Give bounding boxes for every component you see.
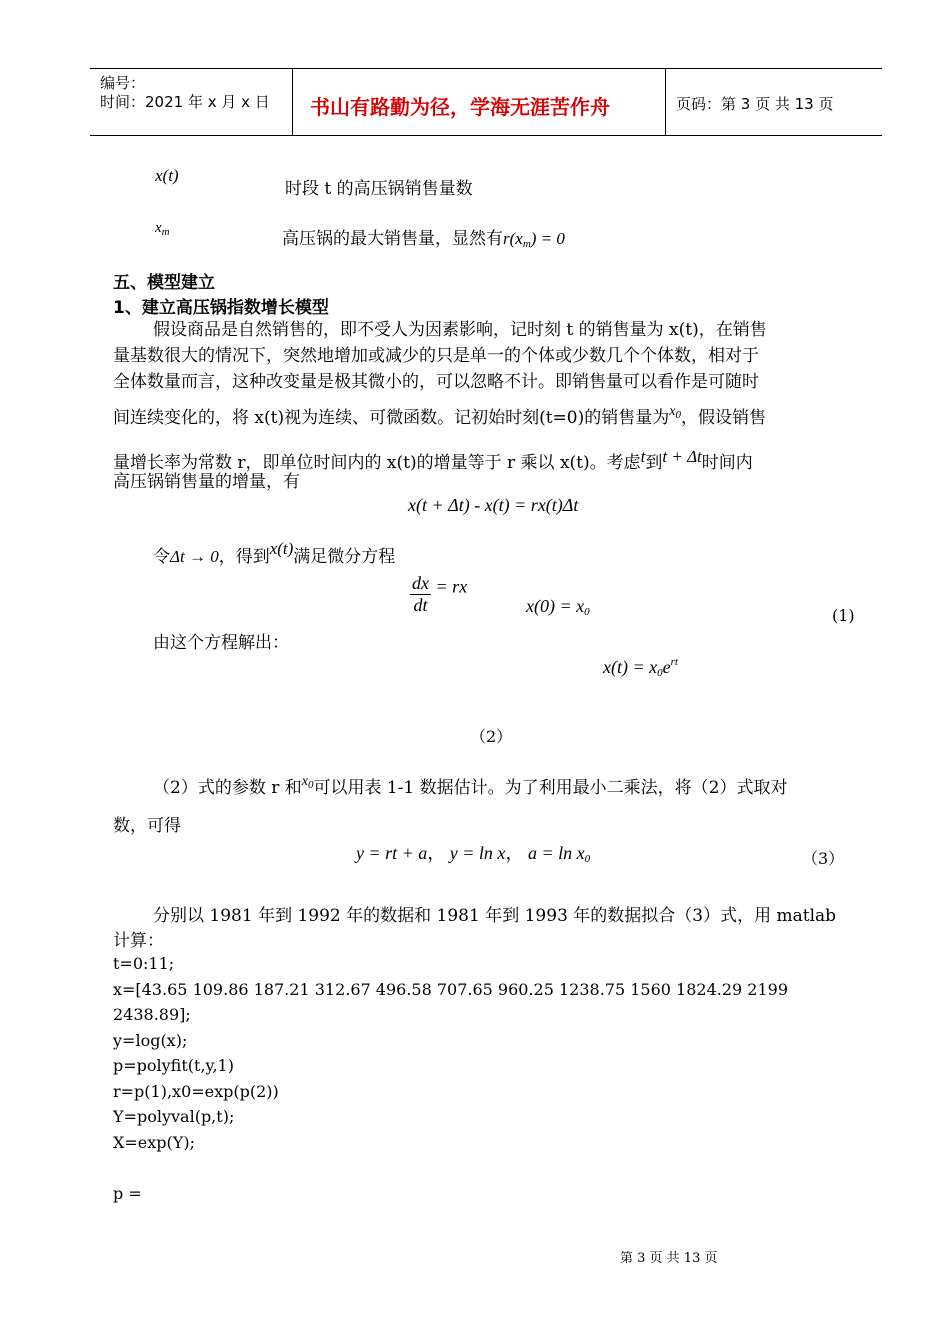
- para5-line2: 计算：: [113, 931, 164, 951]
- section-title: 五、模型建立: [113, 273, 215, 293]
- code-line-8: X=exp(Y);: [113, 1133, 195, 1152]
- para1-line6: 高压锅销售量的增量，有: [113, 472, 300, 492]
- para2: 令Δt → 0，得到x(t)满足微分方程: [153, 539, 396, 567]
- equation-1-label: (1): [832, 606, 855, 625]
- para5-line1: 分别以 1981 年到 1992 年的数据和 1981 年到 1993 年的数据拟合（3）式，用 matlab: [153, 906, 837, 926]
- code-line-3: 2438.89];: [113, 1005, 191, 1024]
- header-bottom-border: [90, 135, 882, 136]
- symbol-xm: $x_m$: [155, 220, 170, 238]
- header-divider-2: [665, 68, 666, 136]
- header-divider-1: [292, 68, 293, 136]
- equation-3-label: （3）: [802, 849, 845, 868]
- symbol-xt: x(t): [155, 166, 179, 185]
- equation-increment: x(t + Δt) - x(t) = rx(t)Δt: [408, 495, 579, 515]
- code-line-2: x=[43.65 109.86 187.21 312.67 496.58 707.65 960.25 1238.75 1560 1824.29 2199: [113, 980, 789, 999]
- x0-symbol-2: x0: [301, 774, 314, 791]
- para3: 由这个方程解出：: [153, 633, 289, 653]
- page-footer: 第 3 页 共 13 页: [620, 1251, 718, 1266]
- equation-1-derivative: $\frac{dx}{dt}$ = rx: [412, 573, 468, 615]
- code-line-5: p=polyfit(t,y,1): [113, 1056, 234, 1075]
- header-number-label: 编号：: [100, 74, 146, 92]
- para1-line2: 量基数很大的情况下，突然地增加或减少的只是单一的个体或少数几个个体数，相对于: [113, 346, 759, 366]
- equation-2: $x(t) = x_0e^{rt}$: [603, 656, 678, 679]
- equation-3: y = rt + a， y = ln x， $a = \ln x_0$: [356, 843, 591, 865]
- header-page-label: 页码：第 3 页 共 13 页: [676, 95, 834, 113]
- code-line-10: p =: [113, 1184, 142, 1203]
- symbol-xt-description: 时段 t 的高压锅销售量数: [285, 179, 473, 199]
- code-line-7: Y=polyval(p,t);: [113, 1107, 235, 1126]
- x0-symbol: x0: [669, 404, 681, 421]
- para1-line1: 假设商品是自然销售的，即不受人为因素影响，记时刻 t 的销售量为 x(t)，在销售: [153, 320, 767, 340]
- section-subtitle: 1、建立高压锅指数增长模型: [113, 298, 329, 318]
- xm-equation: $r(x_m) = 0$: [503, 229, 565, 250]
- header-motto: 书山有路勤为径，学海无涯苦作舟: [310, 95, 610, 119]
- header-top-border: [90, 68, 882, 69]
- header-time-label: 时间：2021 年 x 月 x 日: [100, 93, 270, 111]
- code-line-1: t=0:11;: [113, 954, 175, 973]
- code-line-4: y=log(x);: [113, 1031, 188, 1050]
- para1-line3: 全体数量而言，这种改变量是极其微小的，可以忽略不计。即销售量可以看作是可随时: [113, 372, 759, 392]
- derivative-fraction: $\frac{dx}{dt}$: [412, 573, 429, 615]
- symbol-xm-description: 高压锅的最大销售量，显然有$r(x_m) = 0$: [282, 229, 565, 250]
- equation-1-initial: $x(0) = x_0$: [526, 596, 590, 618]
- para1-line5: 量增长率为常数 r，即单位时间内的 x(t)的增量等于 r 乘以 x(t)。考虑t到t + Δt时间内: [113, 447, 753, 473]
- para4-line2: 数，可得: [113, 816, 181, 836]
- para1-line4: 间连续变化的，将 x(t)视为连续、可微函数。记初始时刻(t=0)的销售量为$^{x_0}$，假设销售: [113, 404, 766, 428]
- equation-2-label: （2）: [470, 727, 513, 746]
- para4-line1: （2）式的参数 r 和$^{x_0}$可以用表 1-1 数据估计。为了利用最小二乘法，将（2）式取对: [153, 774, 788, 798]
- code-line-6: r=p(1),x0=exp(p(2)): [113, 1082, 279, 1101]
